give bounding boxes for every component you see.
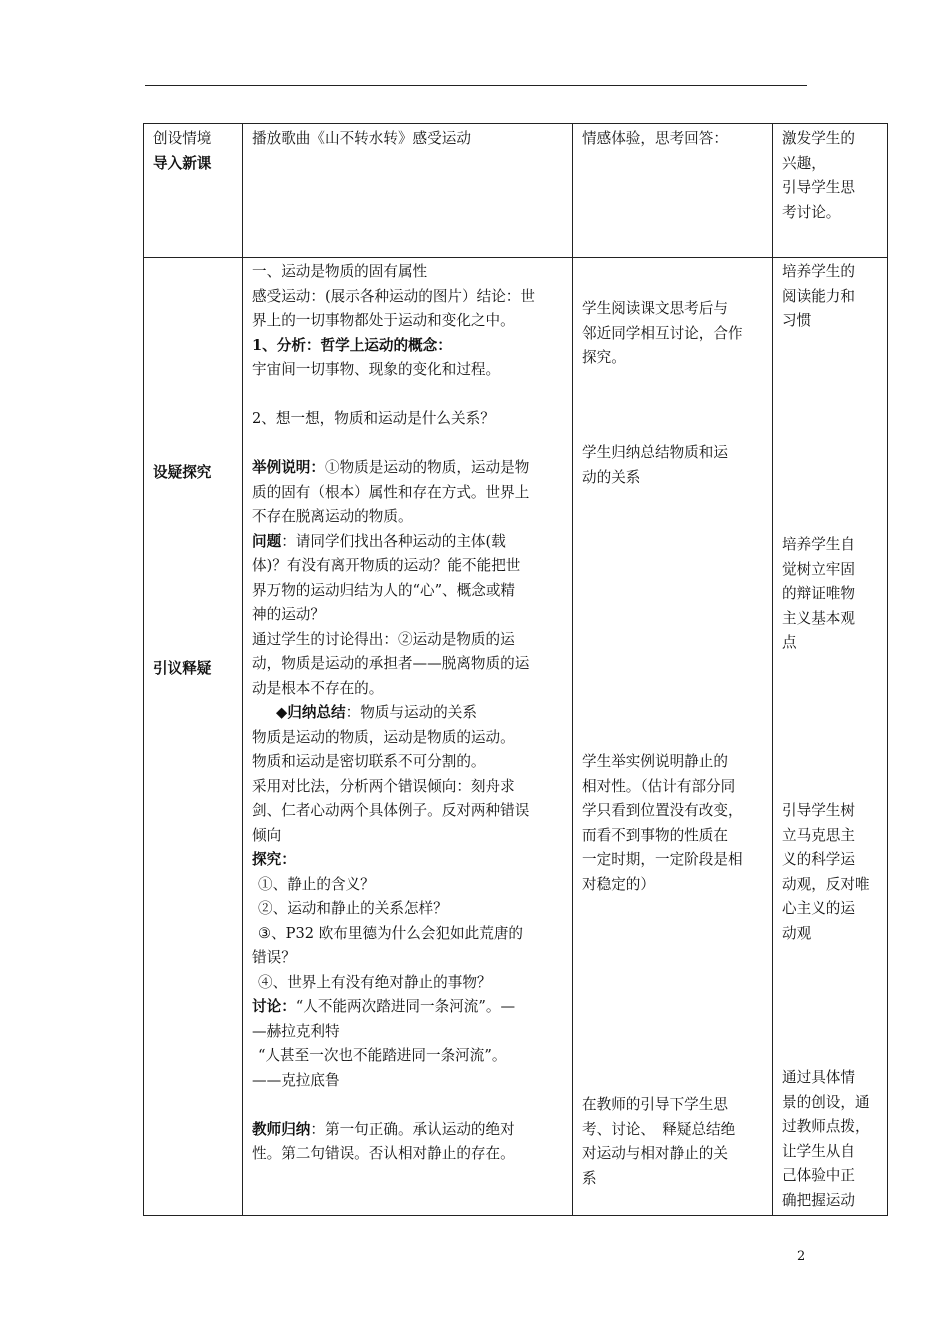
text-line: 确把握运动	[782, 1191, 855, 1209]
text-line: 学生归纳总结物质和运	[582, 444, 728, 461]
text-line: ：物质与运动的关系	[345, 704, 477, 721]
teacher-activity-cell	[243, 124, 573, 258]
text-line: 在教师的引导下学生思	[582, 1096, 728, 1113]
text-line: 立马克思主	[782, 826, 855, 844]
text-line: 感受运动：(展示各种运动的图片）结论：世	[252, 287, 535, 305]
bold-label: 探究：	[252, 851, 296, 868]
text-line: 过教师点拨，	[782, 1118, 870, 1135]
text-line: ：请同学们找出各种运动的主体(载	[281, 532, 506, 550]
text-line: 通过学生的讨论得出：②运动是物质的运	[252, 630, 515, 648]
teacher-activity-cell	[243, 258, 573, 1216]
design-intent-line: 兴趣，	[782, 154, 826, 172]
text-line: 神的运动？	[252, 606, 325, 623]
bold-label: 问题	[252, 532, 282, 550]
text-line: ——克拉底鲁	[252, 1071, 340, 1089]
table-row	[144, 124, 888, 258]
text-line: 动的关系	[582, 468, 641, 486]
text-line: 动观，反对唯	[782, 875, 870, 893]
text-line: 心主义的运	[782, 900, 855, 917]
list-item: ④、世界上有没有绝对静止的事物？	[258, 973, 492, 991]
text-line: —赫拉克利特	[252, 1022, 340, 1040]
student-activity-text: 情感体验，思考回答：	[582, 130, 728, 147]
text-line: 点	[782, 634, 797, 651]
text-line: 邻近同学相互讨论，合作	[582, 324, 743, 342]
table-row	[144, 258, 888, 1216]
list-item: ②、运动和静止的关系怎样？	[258, 900, 448, 917]
text-line: 动是根本不存在的。	[252, 679, 384, 697]
text-line: 而看不到事物的性质在	[582, 826, 728, 844]
text-line: 系	[582, 1169, 597, 1187]
text-line: 对稳定的）	[582, 875, 655, 893]
design-intent-line: 激发学生的	[782, 130, 855, 147]
stage-label: 导入新课	[153, 154, 212, 172]
list-item: ③、P32 欧布里德为什么会犯如此荒唐的	[258, 924, 524, 942]
stage-label: 设疑探究	[153, 464, 212, 481]
text-line: 考、讨论、 释疑总结绝	[582, 1120, 736, 1138]
student-activity-cell	[573, 124, 773, 258]
text-line: 己体验中正	[782, 1167, 855, 1184]
design-intent-cell	[773, 124, 888, 258]
text-line: 物质是运动的物质，运动是物质的运动。	[252, 728, 515, 746]
student-activity-cell	[573, 258, 773, 1216]
text-line: 习惯	[782, 312, 812, 329]
text-line: “人不能两次踏进同一条河流”。—	[295, 998, 516, 1015]
text-line: 采用对比法，分析两个错误倾向：刻舟求	[252, 777, 515, 795]
text-line: 学只看到位置没有改变，	[582, 802, 743, 819]
text-line: 阅读能力和	[782, 287, 855, 305]
intent-block	[782, 1066, 870, 1213]
stage-cell	[144, 124, 243, 258]
header-rule	[145, 85, 807, 86]
text-line: 对运动与相对静止的关	[582, 1145, 728, 1162]
text-line: 体)？有没有离开物质的运动？能不能把世	[252, 557, 521, 574]
text-line: 剑、仁者心动两个具体例子。反对两种错误	[252, 802, 530, 819]
intent-block	[782, 260, 855, 334]
text-line: 培养学生的	[782, 263, 855, 280]
student-block	[582, 441, 728, 490]
text-line: 质的固有（根本）属性和存在方式。世界上	[252, 483, 530, 501]
design-intent-line: 考讨论。	[782, 203, 841, 221]
text-line: 一、运动是物质的固有属性	[252, 263, 428, 280]
bold-label: ◆归纳总结	[276, 704, 346, 721]
text-line: 通过具体情	[782, 1069, 855, 1086]
page-number: 2	[797, 1249, 806, 1264]
text-line: 让学生从自	[782, 1142, 855, 1160]
student-block	[582, 1093, 735, 1191]
text-line: 2、想一想，物质和运动是什么关系？	[252, 410, 495, 427]
text-line: “人甚至一次也不能踏进同一条河流”。	[258, 1047, 507, 1064]
text-line: 义的科学运	[782, 851, 855, 868]
stage-label: 引议释疑	[153, 660, 212, 677]
text-line: 景的创设，通	[782, 1093, 870, 1111]
bold-label: 教师归纳	[252, 1120, 311, 1138]
lesson-plan-table	[143, 123, 888, 1216]
bold-label: 讨论：	[252, 998, 296, 1015]
text-line: 不存在脱离运动的物质。	[252, 508, 413, 525]
text-line: 觉树立牢固	[782, 560, 855, 578]
list-item: ①、静止的含义？	[258, 875, 375, 893]
text-line: 宇宙间一切事物、现象的变化和过程。	[252, 361, 501, 378]
text-line: 动观	[782, 924, 812, 942]
text-line: 界上的一切事物都处于运动和变化之中。	[252, 312, 515, 329]
design-intent-cell	[773, 258, 888, 1216]
bold-label: 举例说明：	[252, 459, 325, 476]
text-line: 探究。	[582, 349, 626, 366]
stage-cell	[144, 258, 243, 1216]
text-line: 错误？	[252, 949, 296, 966]
text-line: 1、分析：哲学上运动的概念：	[252, 336, 452, 354]
text-line: 培养学生自	[782, 536, 855, 553]
text-line: 引导学生树	[782, 802, 855, 819]
student-block	[582, 297, 743, 371]
teacher-activity-text: 播放歌曲《山不转水转》感受运动	[252, 130, 471, 147]
text-line: ①物质是运动的物质，运动是物	[324, 459, 530, 476]
stage-label: 创设情境	[153, 130, 212, 147]
text-line: 主义基本观	[782, 609, 855, 627]
text-line: 倾向	[252, 826, 282, 844]
text-line: ：第一句正确。承认运动的绝对	[310, 1120, 515, 1138]
text-line: 物质和运动是密切联系不可分割的。	[252, 753, 486, 770]
text-line: 界万物的运动归结为人的“心”、概念或精	[252, 581, 516, 599]
text-line: 学生阅读课文思考后与	[582, 300, 728, 317]
intent-block	[782, 533, 855, 656]
text-line: 动，物质是运动的承担者——脱离物质的运	[252, 655, 530, 672]
text-line: 性。第二句错误。否认相对静止的存在。	[252, 1145, 515, 1162]
student-block	[582, 750, 743, 897]
intent-block	[782, 799, 870, 946]
design-intent-line: 引导学生思	[782, 179, 855, 196]
text-line: 学生举实例说明静止的	[582, 753, 728, 770]
text-line: 相对性。（估计有部分同	[582, 777, 736, 795]
text-line: 一定时期，一定阶段是相	[582, 851, 743, 868]
text-line: 的辩证唯物	[782, 585, 855, 602]
